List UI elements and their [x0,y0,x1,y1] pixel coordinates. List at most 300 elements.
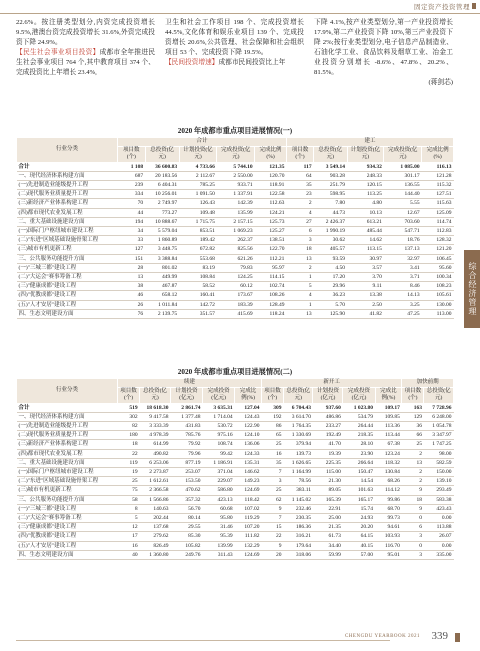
table-cell: 5 744.10 [217,162,255,171]
table-cell: 2 366.58 [140,486,171,495]
table-cell: 80.14 [170,513,202,522]
table-cell: 18 618.30 [140,403,171,412]
table-cell: 15.74 [343,504,375,513]
table-cell: 121.28 [422,171,454,180]
table-cell: 1 023.80 [343,403,375,412]
table-cell: 117 [286,162,313,171]
table-cell: 3 448.75 [145,245,179,254]
table-cell: 144.40 [384,190,422,199]
column-header: 完成比例(%) [375,387,402,403]
column-header: 总投资(亿元) [140,387,171,403]
table-cell: 125.90 [314,309,347,318]
table-cell: 7 728.96 [424,403,454,412]
table-row [17,440,454,449]
table-row [17,199,454,208]
table-cell: 9 [261,504,283,513]
table-row [17,300,454,309]
table-cell: 534.79 [343,412,375,421]
table-cell: 41.70 [313,440,343,449]
table-cell: 123.24 [375,449,402,458]
table-cell: 149.23 [235,477,262,486]
table-cell: 138.51 [255,236,287,245]
table-cell: 3 [402,550,424,559]
table-cell: 2 [402,477,424,486]
column-header: 完成比例(%) [255,146,287,162]
table-cell: 107.20 [235,523,262,532]
table-row [17,263,454,272]
table-cell: 139.73 [284,449,313,458]
table-cell: 3 614.70 [284,412,313,421]
table-cell: 582.59 [424,458,454,467]
table-cell: 18.76 [384,236,422,245]
table-cell: 9 [402,486,424,495]
table-cell: 903.28 [314,171,347,180]
text-column-2 [165,18,304,88]
table-row [17,291,454,300]
table-cell: 2 550.00 [217,171,255,180]
table-cell: 405.57 [314,245,347,254]
table-cell: 486.86 [313,412,343,421]
table-cell: 1 566.86 [140,495,171,504]
table-cell: 40 [118,550,140,559]
table-cell: 109.17 [375,403,402,412]
table-cell: 415.69 [217,309,255,318]
row-label: (四)都市现代农业发展工程 [17,208,118,217]
row-label: (三)城市有机更新工程 [17,245,118,254]
table-cell: 14.54 [343,477,375,486]
table-row [17,180,454,189]
table-cell: 232.46 [284,504,313,513]
table-cell: 2 157.15 [217,217,255,226]
table-row [17,513,454,522]
table-cell: 102.74 [255,282,287,291]
table-cell: 2 [402,467,424,476]
table-cell: 1 164.99 [284,467,313,476]
table-2 [16,378,454,560]
table-cell: 0.00 [424,513,454,522]
table-cell: 95.97 [255,263,287,272]
table-cell: 95.39 [203,532,235,541]
row-label: (五)"人才安居"建设工程 [17,541,118,550]
table-cell: 311.43 [203,550,235,559]
table-cell: 1 069.23 [217,226,255,235]
table-cell: 5.55 [384,199,422,208]
table-cell: 23 [286,190,313,199]
table-row [17,217,454,226]
table-cell: 20 183.56 [145,171,179,180]
table-cell: 2 [286,263,313,272]
table-cell: 86 [261,421,283,430]
table-cell: 316.21 [284,532,313,541]
table-cell: 29.55 [170,523,202,532]
table-cell: 9.11 [347,282,384,291]
table-cell: 490.82 [140,449,171,458]
table-cell: 65 [261,431,283,440]
table-cell: 3.57 [347,263,384,272]
column-header: 项目数(个) [118,387,140,403]
table-cell: 119.29 [235,513,262,522]
row-label: (二)"大运会"赛事筹备工程 [17,513,118,522]
table-cell: 78.56 [284,477,313,486]
table-cell: 101.63 [343,486,375,495]
table-cell: 614.99 [140,440,171,449]
row-label: 四、生态文明建设方面 [17,550,118,559]
row-label: (一)先进制造业能级提升工程 [17,180,118,189]
table-cell: 2 749.97 [145,199,179,208]
row-label: (一)先进制造业能级提升工程 [17,421,118,430]
row-label: (二)现代服务业质量提升工程 [17,431,118,440]
table-cell: 118.24 [255,309,287,318]
table-cell: 68.26 [375,477,402,486]
table-cell: 46 [118,291,146,300]
row-label: (一)国际门户枢纽城市建设工程 [17,226,118,235]
table-cell: 2 [286,199,313,208]
table-cell: 10 888.67 [145,217,179,226]
table-cell: 108.23 [422,282,454,291]
table-cell: 293.49 [424,486,454,495]
table-cell: 17.20 [314,272,347,281]
table-cell: 14.62 [347,236,384,245]
section-heading: 【民生社会事业项目投资】 [16,49,100,56]
table-cell: 114.15 [255,272,287,281]
table-cell: 32.97 [384,254,422,263]
table-cell: 825.56 [217,245,255,254]
table-cell: 1 330.69 [284,431,313,440]
table-cell: 262.37 [217,236,255,245]
column-header: 完成比例(%) [235,387,262,403]
table-cell: 1 990.19 [314,226,347,235]
table-cell: 5.70 [314,300,347,309]
table-cell: 826.49 [140,541,171,550]
table-cell: 5 579.04 [145,226,179,235]
table-cell: 151 [118,254,146,263]
body-text [16,18,454,88]
table-row [17,272,454,281]
column-header: 完成投资(亿元) [203,387,235,403]
table-cell: 233.27 [313,421,343,430]
group-header: 加快前期 [402,379,454,388]
table-cell: 6 404.31 [145,180,179,189]
table-cell: 1 [286,300,313,309]
table-cell: 60.68 [203,504,235,513]
table-cell: 672.82 [179,245,217,254]
table-cell: 309 [261,403,283,412]
row-label: 一、现代经济体系构建方面 [17,412,118,421]
table-cell: 146.62 [235,467,262,476]
table-cell: 64.15 [343,532,375,541]
table-cell: 379.94 [284,440,313,449]
table-cell: 15 [261,523,283,532]
table-cell: 64 [286,171,313,180]
table-cell: 1 747.25 [424,440,454,449]
row-label: 二、重大基础设施建设方面 [17,217,118,226]
table-cell: 124.69 [235,486,262,495]
group-header: 续建 [118,379,262,388]
table-cell: 27 [286,217,313,226]
table-cell: 120.70 [255,171,287,180]
paragraph: 22.6%。按注册类型划分,内资完成投资增长 9.5%,港澳台资完成投资增长 31.6%,外资完成投资下降 24.9%。 [16,19,155,46]
header-bar [0,0,480,14]
table-cell: 105.61 [422,291,454,300]
column-header: 项目数(个) [118,146,146,162]
group-header: 新开工 [261,379,401,388]
table-cell: 124.10 [235,431,262,440]
table-1 [16,137,454,319]
table-cell: 124.69 [235,550,262,559]
column-header: 完成投资(亿元) [217,146,255,162]
column-header: 计划投资(亿元) [313,387,343,403]
column-header: 总投资(亿元) [145,146,179,162]
table-cell: 21.30 [313,477,343,486]
table-cell: 225.35 [313,458,343,467]
table-cell: 25.00 [313,513,343,522]
table-cell: 75 [118,486,140,495]
table-row [17,449,454,458]
table-cell: 28.10 [343,440,375,449]
header-rule [0,13,480,14]
table-cell: 1 612.61 [140,477,171,486]
table-cell: 163 [402,403,424,412]
table-cell: 530.72 [203,421,235,430]
table-cell: 132.29 [235,541,262,550]
table-cell: 47.25 [384,309,422,318]
row-label: 一、现代经济体系构建方面 [17,171,118,180]
table-cell: 423.43 [424,504,454,513]
table-cell: 121.35 [255,162,287,171]
footer-marker [455,633,460,642]
table-cell: 135.99 [217,208,255,217]
table-cell: 111.82 [235,532,262,541]
table-cell: 4.50 [314,263,347,272]
table-cell: 95.80 [203,513,235,522]
side-tab: 综合经济管理 [464,250,480,328]
paragraph [16,48,155,78]
table-cell: 470.62 [170,486,202,495]
table-cell: 853.51 [179,226,217,235]
table-row [17,467,454,476]
table-cell: 801.02 [145,263,179,272]
table-cell: 82 [118,421,140,430]
table-cell: 128.32 [422,236,454,245]
table-row [17,504,454,513]
table-cell: 14.13 [384,291,422,300]
table-cell: 3 549.14 [314,162,347,171]
table-cell: 29.96 [314,282,347,291]
row-label: 合计 [17,162,118,171]
table-cell: 125.27 [255,226,287,235]
table-cell: 153.50 [170,477,202,486]
table-cell: 62 [261,495,283,504]
table-row [17,208,454,217]
table-cell: 17 [118,532,140,541]
table-cell: 3 347.97 [424,431,454,440]
row-label: (四)"优教成都"建设工程 [17,532,118,541]
table-cell: 59.99 [313,550,343,559]
table-cell: 38 [118,282,146,291]
table-cell: 192.49 [313,431,343,440]
row-label: (二)"大运会"赛事筹备工程 [17,272,118,281]
table-cell: 40.15 [343,541,375,550]
table-cell: 598.95 [314,190,347,199]
table-row [17,550,454,559]
table-cell: 3 388.84 [145,254,179,263]
table-cell: 83.19 [179,263,217,272]
table-cell: 183.39 [217,300,255,309]
table-cell: 975.16 [203,431,235,440]
table-cell: 105.82 [170,541,202,550]
table-cell: 106.45 [422,254,454,263]
table-cell: 5 [286,282,313,291]
table-cell: 1 085.00 [384,162,422,171]
row-label: (三)"健康成都"建设工程 [17,282,118,291]
column-header: 项目数(个) [402,387,424,403]
table-cell: 266.64 [343,458,375,467]
table-cell: 302 [118,412,140,421]
table-cell: 112.83 [422,226,454,235]
table-cell: 12.67 [384,208,422,217]
table-cell: 519 [118,403,140,412]
table-cell: 6 [402,523,424,532]
table-cell: 58.52 [179,282,217,291]
table-cell: 99.86 [375,495,402,504]
table-cell: 19 [118,467,140,476]
row-label: (五)"人才安居"建设工程 [17,300,118,309]
table-cell: 3.71 [384,272,422,281]
table-cell: 112.21 [255,254,287,263]
table-cell: 1 714.04 [203,412,235,421]
table-cell: 137.68 [140,523,171,532]
table-cell: 31.46 [203,523,235,532]
table-row [17,254,454,263]
table-cell: 70 [118,199,146,208]
table-cell: 95.01 [375,550,402,559]
table-cell: 136.55 [384,180,422,189]
table-cell: 36.23 [314,291,347,300]
row-label: 合计 [17,403,118,412]
table-cell: 10 256.01 [145,190,179,199]
table-cell: 264.44 [343,421,375,430]
table-cell: 19.39 [313,449,343,458]
text-column-1 [16,18,155,88]
row-label: 四、生态文明建设方面 [17,309,118,318]
table-cell: 239 [118,180,146,189]
table-cell: 139.10 [424,477,454,486]
table-cell: 1 011.84 [145,300,179,309]
table-cell: 26.07 [424,532,454,541]
table-cell: 4 733.66 [179,162,217,171]
table-cell: 139.99 [203,541,235,550]
table-cell: 21.35 [313,523,343,532]
row-label: (一)国际门户枢纽城市建设工程 [17,467,118,476]
table-cell: 173.67 [217,291,255,300]
table-cell: 150.00 [424,467,454,476]
table-cell: 20.20 [343,523,375,532]
table-cell: 79.83 [217,263,255,272]
table-row [17,486,454,495]
table-cell: 248.33 [347,171,384,180]
table-cell: 103.93 [375,532,402,541]
table-cell: 1 145.02 [284,495,313,504]
row-label: 三、公共服务功能提升方面 [17,254,118,263]
row-label: (二)"东进"区域基础设施骨架工程 [17,236,118,245]
table-cell: 4 [286,291,313,300]
table-cell: 79.92 [170,440,202,449]
table-cell: 1 626.65 [284,458,313,467]
table-cell: 36 [402,421,424,430]
row-label: 三、公共服务功能提升方面 [17,495,118,504]
table-cell: 30.62 [314,236,347,245]
table-cell: 3 635.31 [203,403,235,412]
table-cell: 125.09 [422,208,454,217]
table-cell: 301.17 [384,171,422,180]
row-label: (一)"三城三都"建设工程 [17,263,118,272]
table-cell: 61.73 [313,532,343,541]
table-cell: 658.12 [145,291,179,300]
table-cell: 18 [402,495,424,504]
table-cell: 85.30 [170,532,202,541]
table-cell: 2 273.87 [140,467,171,476]
table-cell: 1 360.80 [140,550,171,559]
journal-name: CHENGDU YEARBOOK 2021 [344,634,420,639]
table-cell: 6 [286,226,313,235]
table-cell: 586.80 [203,486,235,495]
table-cell: 115.32 [422,180,454,189]
row-label: 二、重大基础设施建设方面 [17,458,118,467]
table-cell: 3 [261,477,283,486]
table-cell: 1 377.48 [170,412,202,421]
table-cell: 1 [286,272,313,281]
table-cell: 1 860.89 [145,236,179,245]
table-cell: 6 704.43 [284,403,313,412]
table-cell: 66 [402,431,424,440]
table-cell: 150.47 [343,467,375,476]
table-cell: 16 [261,449,283,458]
table-cell: 4.80 [347,199,384,208]
table-cell: 128.49 [255,300,287,309]
column-header: 完成比例(%) [422,146,454,162]
table-cell: 118.32 [375,458,402,467]
column-header: 完成投资(亿元) [343,387,375,403]
header-marker [472,3,476,9]
table-cell: 4 978.39 [140,431,171,440]
table-cell: 108.26 [255,291,287,300]
table-row [17,162,454,171]
table-cell: 122.70 [255,245,287,254]
table-cell: 3.70 [347,272,384,281]
table-cell: 165.17 [343,495,375,504]
table-cell: 186.36 [284,523,313,532]
table-cell: 1 337.91 [217,190,255,199]
table-cell: 6 248.00 [424,412,454,421]
table-cell: 4 [286,208,313,217]
table-cell: 18 [118,440,140,449]
row-label: (三)城市有机更新工程 [17,486,118,495]
table-2-title: 2020 年成都市重点项目进展情况(二) [177,368,293,376]
row-label: (三)新经济产业体系构建工程 [17,440,118,449]
table-cell: 41.82 [347,309,384,318]
table-cell: 318.06 [284,550,313,559]
table-cell: 142.72 [179,300,217,309]
table-cell: 124.25 [217,272,255,281]
table-cell: 79.96 [170,449,202,458]
table-cell: 937.60 [313,403,343,412]
table-row [17,403,454,412]
table-cell: 20 [261,550,283,559]
table-cell: 109.85 [375,412,402,421]
table-cell: 113.25 [347,190,384,199]
table-cell: 115.63 [422,199,454,208]
table-cell: 67.38 [375,440,402,449]
